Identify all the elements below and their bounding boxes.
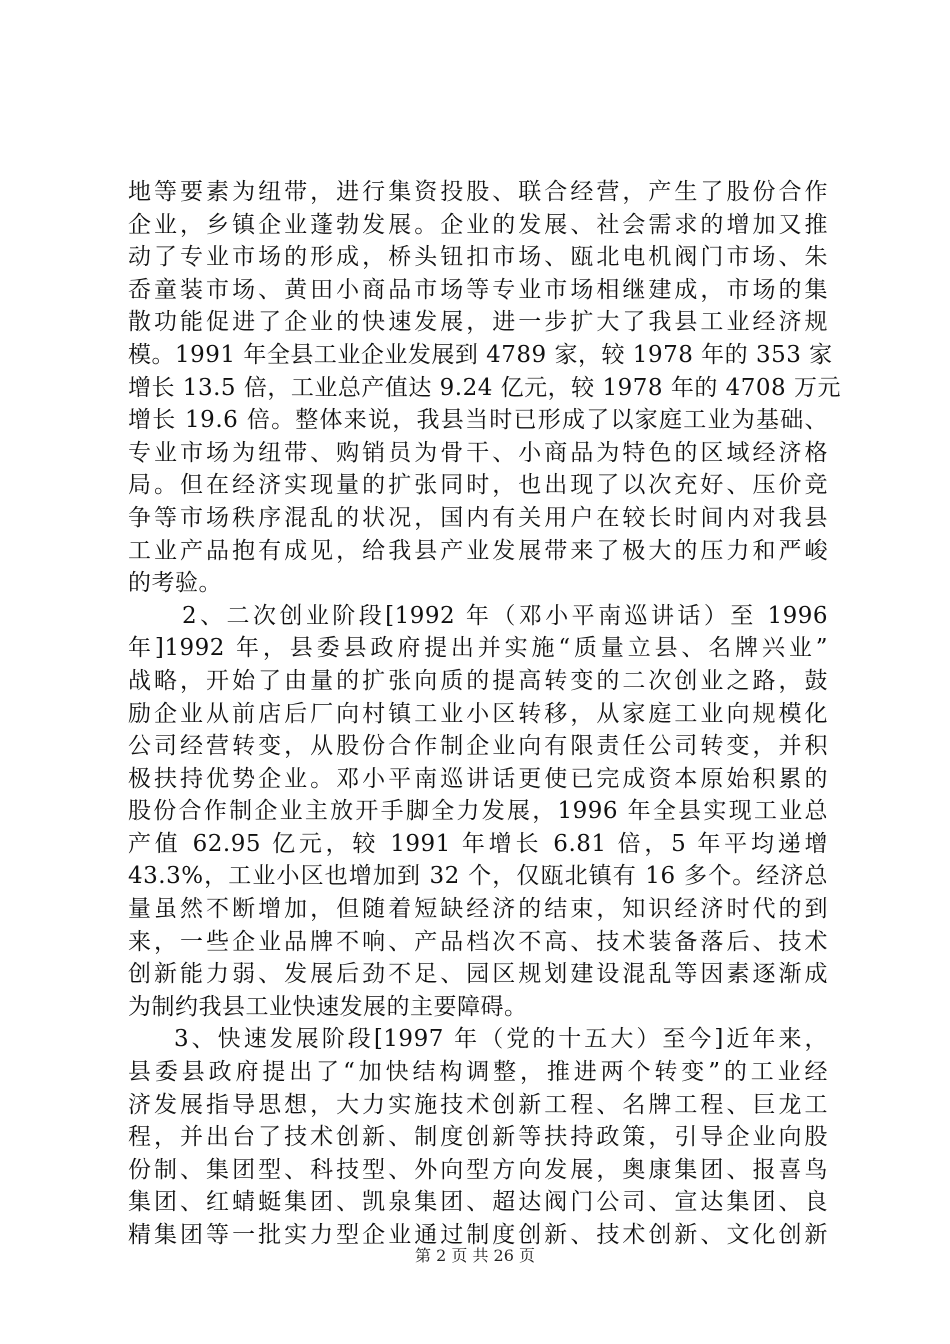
text-line: 公司经营转变，从股份合作制企业向有限责任公司转变，并积 xyxy=(128,733,828,760)
text-line: 地等要素为纽带，进行集资投股、联合经营，产生了股份合作 xyxy=(128,179,828,205)
text-line: 散功能促进了企业的快速发展，进一步扩大了我县工业经济规 xyxy=(128,309,828,336)
text-line: 增长 19.6 倍。整体来说，我县当时已形成了以家庭工业为基础、 xyxy=(128,407,828,434)
text-line: 精集团等一批实力型企业通过制度创新、技术创新、文化创新 xyxy=(128,1222,828,1248)
text-line: 工业产品抱有成见，给我县产业发展带来了极大的压力和严峻 xyxy=(128,537,828,564)
text-line: 极扶持优势企业。邓小平南巡讲话更使已完成资本原始积累的 xyxy=(128,765,828,792)
text-line: 企业，乡镇企业蓬勃发展。企业的发展、社会需求的增加又推 xyxy=(128,211,828,238)
text-line: 县委县政府提出了“加快结构调整，推进两个转变”的工业经 xyxy=(128,1059,828,1086)
text-line: 局。但在经济实现量的扩张同时，也出现了以次充好、压价竞 xyxy=(128,472,828,499)
text-line: 年]1992 年，县委县政府提出并实施“质量立县、名牌兴业” xyxy=(128,635,828,662)
body-text xyxy=(128,176,841,1252)
text-line: 增长 13.5 倍，工业总产值达 9.24 亿元，较 1978 年的 4708 万元 xyxy=(128,374,841,401)
text-line: 量虽然不断增加，但随着短缺经济的结束，知识经济时代的到 xyxy=(128,896,828,923)
text-line: 43.3%，工业小区也增加到 32 个，仅瓯北镇有 16 多个。经济总 xyxy=(128,863,828,890)
section-heading-line: 3、快速发展阶段[1997 年（党的十五大）至今]近年来， xyxy=(174,1026,828,1053)
text-line: 励企业从前店后厂向村镇工业小区转移，从家庭工业向规模化 xyxy=(128,700,828,727)
text-line: 模。1991 年全县工业企业发展到 4789 家，较 1978 年的 353 家 xyxy=(128,341,833,368)
text-line: 份制、集团型、科技型、外向型方向发展，奥康集团、报喜鸟 xyxy=(128,1156,828,1183)
text-line: 的考验。 xyxy=(128,570,222,597)
text-line: 动了专业市场的形成，桥头钮扣市场、瓯北电机阀门市场、朱 xyxy=(128,244,828,271)
text-line: 为制约我县工业快速发展的主要障碍。 xyxy=(128,993,528,1020)
text-line: 产值 62.95 亿元，较 1991 年增长 6.81 倍，5 年平均递增 xyxy=(128,830,828,857)
text-line: 股份合作制企业主放开手脚全力发展，1996 年全县实现工业总 xyxy=(128,798,828,825)
text-line: 战略，开始了由量的扩张向质的提高转变的二次创业之路，鼓 xyxy=(128,667,828,694)
text-line: 程，并出台了技术创新、制度创新等扶持政策，引导企业向股 xyxy=(128,1124,828,1151)
text-line: 来，一些企业品牌不响、产品档次不高、技术装备落后、技术 xyxy=(128,928,828,955)
text-line: 争等市场秩序混乱的状况，国内有关用户在较长时间内对我县 xyxy=(128,504,828,531)
text-line: 集团、红蜻蜓集团、凯泉集团、超达阀门公司、宣达集团、良 xyxy=(128,1189,828,1216)
page-number-footer: 第 2 页 共 26 页 xyxy=(415,1246,535,1265)
text-line: 济发展指导思想，大力实施技术创新工程、名牌工程、巨龙工 xyxy=(128,1091,828,1118)
section-heading-line: 2、二次创业阶段[1992 年（邓小平南巡讲话）至 1996 xyxy=(182,602,828,629)
text-line: 岙童装市场、黄田小商品市场等专业市场相继建成，市场的集 xyxy=(128,276,828,303)
text-line: 创新能力弱、发展后劲不足、园区规划建设混乱等因素逐渐成 xyxy=(128,961,828,988)
text-line: 专业市场为纽带、购销员为骨干、小商品为特色的区域经济格 xyxy=(128,439,828,466)
